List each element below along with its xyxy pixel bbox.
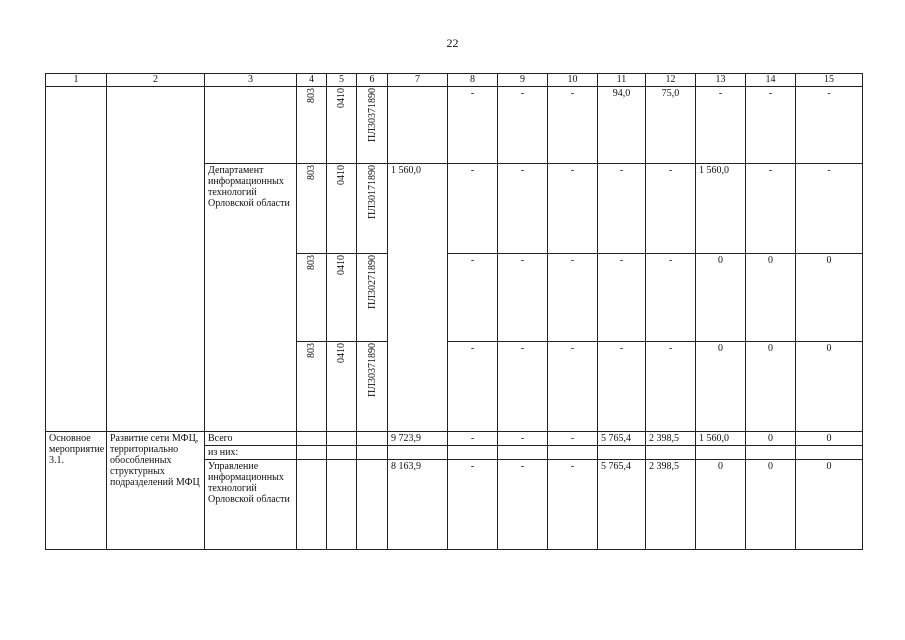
table-cell: 5 765,4 <box>598 432 646 446</box>
table-cell: - <box>498 432 548 446</box>
table-cell <box>357 342 388 432</box>
table-cell: 1 560,0 <box>388 164 448 432</box>
table-cell: - <box>448 164 498 254</box>
table-cell <box>327 460 357 550</box>
table-cell: 0 <box>796 460 863 550</box>
table-cell-text: 803 <box>306 165 317 180</box>
table-cell: 2 398,5 <box>646 432 696 446</box>
table-cell: 9 723,9 <box>388 432 448 446</box>
table-cell: 0 <box>746 432 796 446</box>
table-cell <box>646 446 696 460</box>
table-cell-text: ПЛ30371890 <box>366 343 378 398</box>
budget-table <box>45 73 863 550</box>
table-cell: - <box>448 460 498 550</box>
table-cell: - <box>598 254 646 342</box>
table-cell-text: 803 <box>306 88 317 103</box>
table-cell-text: 803 <box>306 255 317 270</box>
table-cell: - <box>646 342 696 432</box>
header-row <box>46 74 863 87</box>
table-cell: 1 560,0 <box>696 432 746 446</box>
table-cell: - <box>548 460 598 550</box>
table-cell <box>297 164 327 254</box>
table-cell: - <box>548 164 598 254</box>
table-cell <box>297 446 327 460</box>
table-cell: 75,0 <box>646 87 696 164</box>
table-cell-text: ПЛ30271890 <box>366 255 378 310</box>
table-cell <box>357 446 388 460</box>
table-cell: 0 <box>696 460 746 550</box>
table-cell: - <box>646 254 696 342</box>
table-cell: - <box>598 342 646 432</box>
table-cell: 94,0 <box>598 87 646 164</box>
table-cell <box>297 432 327 446</box>
table-cell: - <box>548 432 598 446</box>
table-cell: Департамент информационных технологий Орловской области <box>205 164 297 432</box>
table-cell <box>746 446 796 460</box>
header-cell: 10 <box>548 74 598 87</box>
header-cell: 12 <box>646 74 696 87</box>
table-cell: - <box>746 164 796 254</box>
header-cell: 5 <box>327 74 357 87</box>
table-cell-text: ПЛ30371890 <box>366 88 378 143</box>
table-cell <box>327 446 357 460</box>
table-cell <box>548 446 598 460</box>
table-cell: - <box>498 87 548 164</box>
table-cell: - <box>696 87 746 164</box>
table-cell: - <box>598 164 646 254</box>
header-cell: 15 <box>796 74 863 87</box>
header-cell: 4 <box>297 74 327 87</box>
table-cell-text: 0410 <box>336 255 347 275</box>
table-cell: Управление информационных технологий Орловской области <box>205 460 297 550</box>
table-cell: 0 <box>796 342 863 432</box>
table-cell <box>498 446 548 460</box>
table-cell-text: 0410 <box>336 165 347 185</box>
table-cell-text: 0410 <box>336 343 347 363</box>
table-cell <box>357 254 388 342</box>
table-cell <box>327 432 357 446</box>
table-cell: - <box>498 460 548 550</box>
table-cell <box>107 87 205 432</box>
table-cell <box>327 87 357 164</box>
table-cell: - <box>746 87 796 164</box>
table-cell: - <box>548 87 598 164</box>
header-cell: 11 <box>598 74 646 87</box>
header-cell: 6 <box>357 74 388 87</box>
table-cell <box>205 87 297 164</box>
header-cell: 13 <box>696 74 746 87</box>
table-cell <box>388 87 448 164</box>
table-cell <box>297 254 327 342</box>
table-cell: 0 <box>696 254 746 342</box>
table-cell: - <box>646 164 696 254</box>
table-cell-text: 803 <box>306 343 317 358</box>
table-cell-text: ПЛ30171890 <box>366 165 378 220</box>
header-cell: 3 <box>205 74 297 87</box>
table-cell <box>327 342 357 432</box>
table-cell: - <box>796 87 863 164</box>
table-cell <box>448 446 498 460</box>
table-cell: Развитие сети МФЦ, территориально обособленных структурных подразделений МФЦ <box>107 432 205 550</box>
table-cell: - <box>796 164 863 254</box>
table-cell: 5 765,4 <box>598 460 646 550</box>
table-row <box>46 432 863 446</box>
table-cell: - <box>448 254 498 342</box>
table-cell <box>357 460 388 550</box>
table-cell: 1 560,0 <box>696 164 746 254</box>
table-cell: 8 163,9 <box>388 460 448 550</box>
table-row <box>46 87 863 164</box>
table-cell: Всего <box>205 432 297 446</box>
header-cell: 2 <box>107 74 205 87</box>
table-cell <box>796 446 863 460</box>
table-cell: - <box>548 254 598 342</box>
table-cell: 0 <box>796 254 863 342</box>
table-cell <box>46 87 107 432</box>
table-cell: из них: <box>205 446 297 460</box>
header-cell: 7 <box>388 74 448 87</box>
table-cell-text: 0410 <box>336 88 347 108</box>
table-cell <box>388 446 448 460</box>
table-cell: 2 398,5 <box>646 460 696 550</box>
table-cell <box>598 446 646 460</box>
table-cell: 0 <box>796 432 863 446</box>
table-cell: 0 <box>746 342 796 432</box>
table-cell: - <box>498 342 548 432</box>
table-cell: 0 <box>696 342 746 432</box>
table-cell: 0 <box>746 460 796 550</box>
table-cell <box>327 254 357 342</box>
header-cell: 14 <box>746 74 796 87</box>
table-cell: 0 <box>746 254 796 342</box>
table-cell: - <box>448 87 498 164</box>
table-cell: - <box>448 432 498 446</box>
header-cell: 9 <box>498 74 548 87</box>
table-cell <box>357 164 388 254</box>
table-cell <box>696 446 746 460</box>
page-number: 22 <box>446 36 459 50</box>
table-cell <box>297 460 327 550</box>
table-cell: - <box>548 342 598 432</box>
table-cell: - <box>498 254 548 342</box>
table-cell <box>357 87 388 164</box>
table-cell <box>297 87 327 164</box>
table-cell <box>357 432 388 446</box>
header-cell: 1 <box>46 74 107 87</box>
table-cell: - <box>498 164 548 254</box>
table-cell: Основное мероприятие 3.1. <box>46 432 107 550</box>
header-cell: 8 <box>448 74 498 87</box>
table-cell <box>327 164 357 254</box>
table-cell: - <box>448 342 498 432</box>
table-cell <box>297 342 327 432</box>
